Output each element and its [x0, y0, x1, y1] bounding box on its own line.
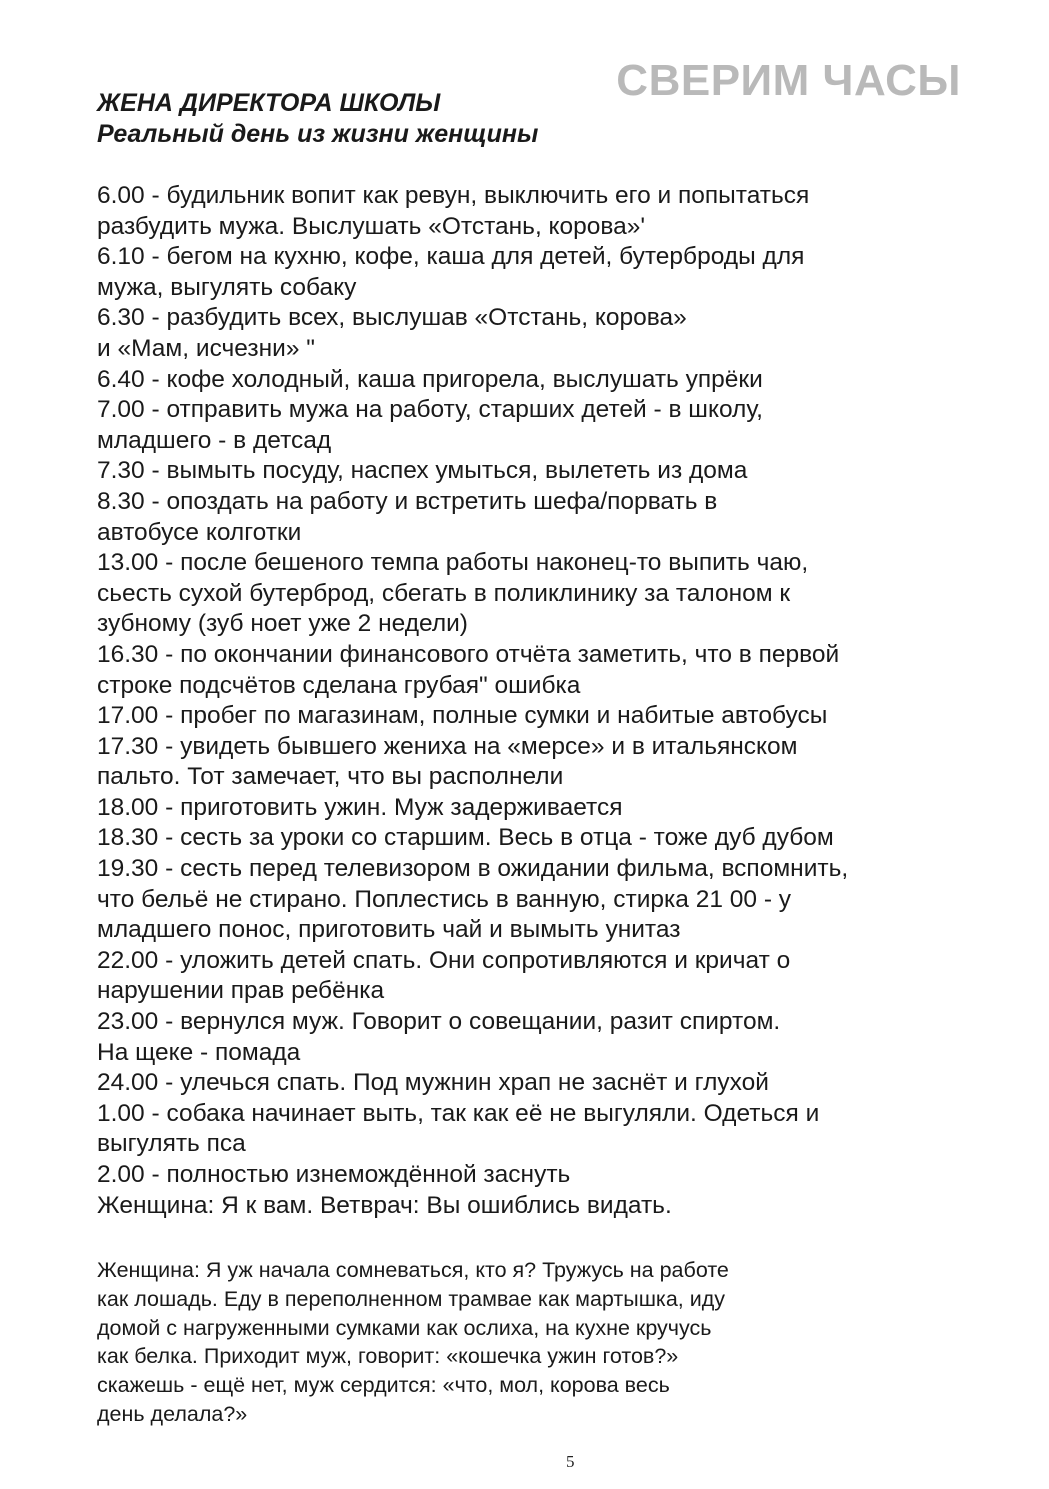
schedule-line: 18.30 - сесть за уроки со старшим. Весь в отца - тоже дуб дубом — [97, 824, 834, 852]
schedule-line: 17.00 - пробег по магазинам, полные сумки и набитые автобусы — [97, 702, 828, 730]
schedule-line: 6.10 - бегом на кухню, кофе, каша для детей, бутерброды для — [97, 243, 805, 271]
schedule-line: 6.00 - будильник вопит как ревун, выключить его и попытаться — [97, 182, 810, 209]
schedule-line: строке подсчётов сделана грубая" ошибка — [97, 671, 581, 699]
schedule-line: 2.00 - полностью изнемождённой заснуть — [97, 1161, 571, 1188]
schedule-line: что бельё не стирано. Поплестись в ванную, стирка 21 00 - у — [97, 885, 792, 913]
schedule-line: 17.30 - увидеть бывшего жениха на «мерсе» и в итальянском — [97, 732, 798, 760]
schedule-line: 6.30 - разбудить всех, выслушав «Отстань, корова» — [97, 304, 687, 332]
schedule-line: 1.00 - собака начинает выть, так как её не выгуляли. Одеться и — [97, 1099, 820, 1127]
schedule-line: разбудить мужа. Выслушать «Отстань, корова»' — [97, 212, 646, 240]
schedule-line: 22.00 - уложить детей спать. Они сопротивляются и кричат о — [97, 946, 791, 974]
schedule-line: 16.30 - по окончании финансового отчёта заметить, что в первой — [97, 640, 840, 668]
schedule-line: младшего понос, приготовить чай и вымыть унитаз — [97, 916, 681, 944]
daily-schedule — [97, 181, 977, 1221]
quote-line: как лошадь. Еду в переполненном трамвае как мартышка, иду — [97, 1286, 726, 1311]
quote-line: скажешь - ещё нет, муж сердится: «что, мол, корова весь — [97, 1373, 670, 1398]
schedule-line: мужа, выгулять собаку — [97, 273, 357, 301]
schedule-line: На щеке - помада — [97, 1038, 301, 1066]
schedule-line: 6.40 - кофе холодный, каша пригорела, выслушать упрёки — [97, 365, 763, 393]
schedule-line: выгулять пса — [97, 1130, 246, 1158]
schedule-line: автобусе колготки — [97, 518, 302, 546]
article-subtitle: Реальный день из жизни женщины — [97, 120, 539, 148]
article-heading — [97, 88, 538, 150]
schedule-line: нарушении прав ребёнка — [97, 977, 385, 1005]
schedule-line: 18.00 - приготовить ужин. Муж задерживается — [97, 793, 623, 821]
schedule-line: 7.30 - вымыть посуду, наспех умыться, вылететь из дома — [97, 457, 748, 485]
closing-quote — [97, 1256, 729, 1429]
schedule-line: сьесть сухой бутерброд, сбегать в поликлинику за талоном к — [97, 579, 791, 607]
schedule-line: 8.30 - опоздать на работу и встретить шефа/порвать в — [97, 487, 718, 515]
quote-line: как белка. Приходит муж, говорит: «кошечка ужин готов?» — [97, 1344, 679, 1369]
page-number: 5 — [566, 1452, 575, 1471]
schedule-line: и «Мам, исчезни» " — [97, 334, 315, 362]
section-title: СВЕРИМ ЧАСЫ — [616, 56, 961, 105]
article-title: ЖЕНА ДИРЕКТОРА ШКОЛЫ — [97, 89, 441, 117]
schedule-line: 19.30 - сесть перед телевизором в ожидании фильма, вспомнить, — [97, 855, 849, 883]
schedule-line: 13.00 - после бешеного темпа работы наконец-то выпить чаю, — [97, 549, 809, 577]
schedule-line: младшего - в детсад — [97, 426, 332, 454]
schedule-line: 7.00 - отправить мужа на работу, старших детей - в школу, — [97, 396, 763, 424]
schedule-line: Женщина: Я к вам. Ветврач: Вы ошиблись видать. — [97, 1191, 672, 1219]
quote-line: домой с нагруженными сумками как ослиха, на кухне кручусь — [97, 1315, 712, 1340]
schedule-line: 24.00 - улечься спать. Под мужнин храп не заснёт и глухой — [97, 1069, 769, 1097]
quote-line: день делала?» — [97, 1401, 248, 1426]
schedule-line: пальто. Тот замечает, что вы располнели — [97, 763, 564, 791]
schedule-line: 23.00 - вернулся муж. Говорит о совещании, разит спиртом. — [97, 1008, 781, 1036]
schedule-line: зубному (зуб ноет уже 2 недели) — [97, 610, 468, 638]
quote-line: Женщина: Я уж начала сомневаться, кто я? Тружусь на работе — [97, 1258, 729, 1282]
